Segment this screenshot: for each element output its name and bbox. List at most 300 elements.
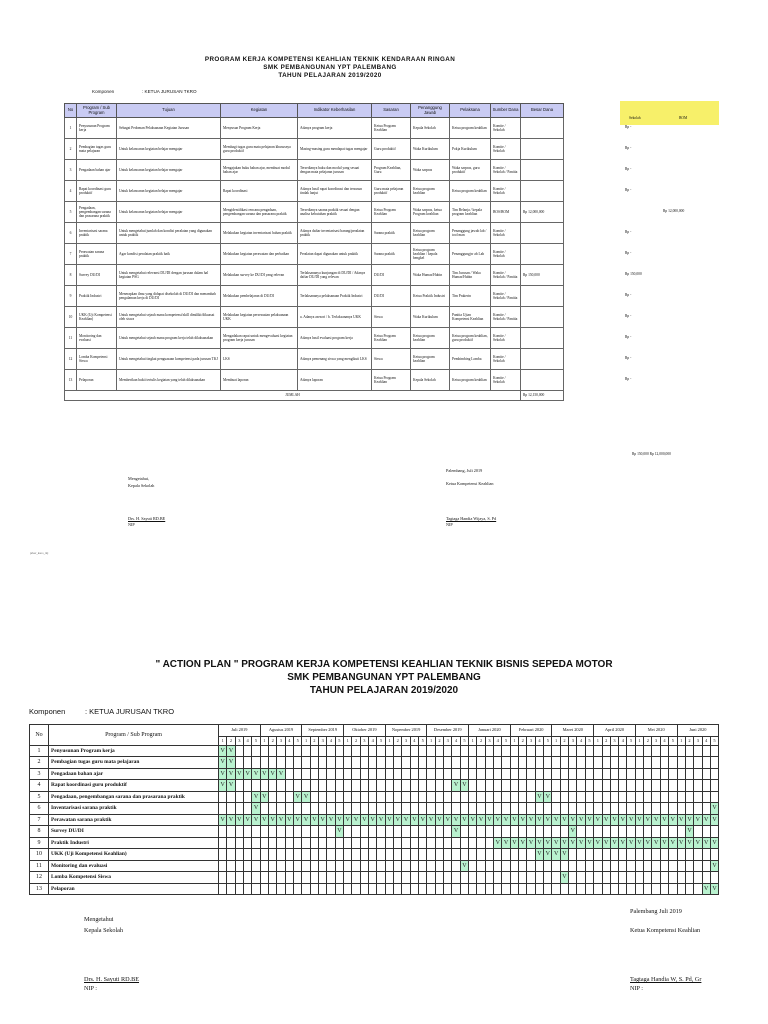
week-cell xyxy=(552,826,560,838)
activity-name: Pengadaan, pengembangan sarana dan prasarana praktik xyxy=(49,791,219,803)
table-cell: 10 xyxy=(65,307,77,328)
week-cell xyxy=(644,826,652,838)
table-cell: Ketua Program Keahlian xyxy=(372,202,411,223)
week-header: 5 xyxy=(252,736,260,745)
doc1-sign-right-3: Tagtaga Handia Wijaya, S. Pd xyxy=(446,516,497,521)
total-label: JUMLAH xyxy=(65,391,521,401)
week-cell xyxy=(344,757,352,769)
week-cell xyxy=(669,791,677,803)
week-cell xyxy=(277,883,285,895)
table-cell xyxy=(521,118,564,139)
week-cell: V xyxy=(710,803,718,815)
week-cell xyxy=(594,849,602,861)
week-cell xyxy=(702,757,710,769)
week-cell xyxy=(610,768,618,780)
week-cell xyxy=(652,745,660,757)
week-cell xyxy=(644,803,652,815)
week-cell xyxy=(469,768,477,780)
week-header: 3 xyxy=(402,736,410,745)
week-cell: V xyxy=(619,814,627,826)
table-row xyxy=(65,202,564,223)
week-cell xyxy=(360,803,368,815)
week-cell xyxy=(702,849,710,861)
table-cell: Untuk mengetahui relevansi DU/DI dengan jurusan dalam hal kegiatan PSG xyxy=(117,265,221,286)
week-cell xyxy=(702,826,710,838)
week-cell xyxy=(552,768,560,780)
week-cell xyxy=(385,849,393,861)
week-cell xyxy=(569,780,577,792)
week-cell: V xyxy=(644,814,652,826)
week-cell xyxy=(277,872,285,884)
month-header: Mei 2020 xyxy=(635,725,677,737)
week-cell xyxy=(685,872,693,884)
week-cell xyxy=(660,768,668,780)
week-cell xyxy=(702,803,710,815)
week-cell xyxy=(352,780,360,792)
activity-no: 3 xyxy=(30,768,49,780)
week-cell xyxy=(577,860,585,872)
week-cell xyxy=(369,872,377,884)
week-cell xyxy=(694,791,702,803)
week-cell: V xyxy=(510,837,518,849)
week-cell: V xyxy=(502,814,510,826)
week-cell xyxy=(269,872,277,884)
month-header-row xyxy=(30,725,719,737)
week-cell xyxy=(535,803,543,815)
week-cell xyxy=(319,768,327,780)
table-cell: Waka Kurikulum xyxy=(411,139,450,160)
week-cell xyxy=(277,860,285,872)
week-cell xyxy=(310,791,318,803)
table-cell: UKK (Uji Kompetensi Keahlian) xyxy=(77,307,117,328)
table-cell: Ketua program keahlian xyxy=(411,181,450,202)
week-header: 4 xyxy=(577,736,585,745)
week-cell: V xyxy=(685,814,693,826)
week-header: 5 xyxy=(377,736,385,745)
week-cell: V xyxy=(694,837,702,849)
activity-no: 10 xyxy=(30,849,49,861)
week-cell xyxy=(352,872,360,884)
week-cell: V xyxy=(444,814,452,826)
doc2-komponen-label: Komponen xyxy=(29,707,66,716)
week-header: 1 xyxy=(469,736,477,745)
week-header: 2 xyxy=(435,736,443,745)
week-cell xyxy=(502,826,510,838)
week-cell xyxy=(594,803,602,815)
table-cell: Pelaporan xyxy=(77,370,117,391)
week-header: 3 xyxy=(652,736,660,745)
week-cell xyxy=(427,757,435,769)
table-cell: Melakukan kegiatan perawatan dan perbaikan xyxy=(221,244,298,265)
week-cell xyxy=(385,745,393,757)
week-cell: V xyxy=(419,814,427,826)
week-cell xyxy=(419,883,427,895)
table-cell: Agar kondisi peralatan praktik baik xyxy=(117,244,221,265)
activity-no: 11 xyxy=(30,860,49,872)
doc1-sign-right-4: NIP xyxy=(446,522,453,527)
table-cell: DU/DI xyxy=(372,286,411,307)
week-header: 5 xyxy=(335,736,343,745)
week-cell xyxy=(285,860,293,872)
week-cell xyxy=(377,780,385,792)
week-cell xyxy=(519,872,527,884)
week-cell xyxy=(560,860,568,872)
week-cell xyxy=(285,849,293,861)
table-cell: Praktik Industri xyxy=(77,286,117,307)
week-cell xyxy=(243,791,251,803)
week-cell xyxy=(627,768,635,780)
week-cell xyxy=(310,780,318,792)
week-cell xyxy=(377,883,385,895)
week-cell xyxy=(710,768,718,780)
week-cell xyxy=(235,837,243,849)
week-cell xyxy=(544,745,552,757)
week-cell xyxy=(694,768,702,780)
week-cell xyxy=(577,826,585,838)
week-cell xyxy=(377,757,385,769)
week-header: 4 xyxy=(702,736,710,745)
week-cell xyxy=(660,872,668,884)
side-value: Rp - xyxy=(625,314,632,318)
week-cell: V xyxy=(685,826,693,838)
week-cell xyxy=(319,757,327,769)
week-cell xyxy=(302,872,310,884)
week-cell xyxy=(460,745,468,757)
table-cell: Rapat koordinasi guru produktif xyxy=(77,181,117,202)
week-cell xyxy=(394,872,402,884)
table-cell: Tim Prakerin xyxy=(450,286,491,307)
week-cell xyxy=(252,757,260,769)
table-row xyxy=(65,370,564,391)
week-cell xyxy=(644,780,652,792)
week-cell: V xyxy=(227,780,235,792)
week-cell xyxy=(627,745,635,757)
table-row xyxy=(65,118,564,139)
week-cell xyxy=(235,745,243,757)
week-cell xyxy=(319,780,327,792)
week-header: 4 xyxy=(243,736,251,745)
week-cell xyxy=(694,826,702,838)
week-cell xyxy=(452,745,460,757)
week-cell xyxy=(685,849,693,861)
week-cell xyxy=(569,791,577,803)
table-cell: 7 xyxy=(65,244,77,265)
week-cell xyxy=(435,757,443,769)
table-cell: Melakukan survey ke DU/DI yang relevan xyxy=(221,265,298,286)
table-cell: Ketua program keahlian xyxy=(411,223,450,244)
table-cell: 8 xyxy=(65,265,77,286)
week-cell xyxy=(702,860,710,872)
week-cell: V xyxy=(602,814,610,826)
week-cell xyxy=(644,757,652,769)
week-cell xyxy=(677,757,685,769)
week-cell xyxy=(435,849,443,861)
doc1-sign-right-2: Ketua Kompetensi Keahlian xyxy=(446,481,494,486)
week-cell: V xyxy=(527,837,535,849)
week-cell xyxy=(702,768,710,780)
week-cell xyxy=(335,745,343,757)
activity-row xyxy=(30,837,719,849)
table-cell: Komite / Sekolah xyxy=(491,223,521,244)
week-cell xyxy=(294,803,302,815)
week-cell xyxy=(544,780,552,792)
week-cell xyxy=(494,757,502,769)
week-cell xyxy=(569,803,577,815)
table-cell: Ketua program keahlian xyxy=(450,118,491,139)
week-cell xyxy=(460,883,468,895)
week-cell xyxy=(294,780,302,792)
week-cell xyxy=(494,791,502,803)
week-cell xyxy=(602,780,610,792)
week-cell xyxy=(569,872,577,884)
week-cell xyxy=(310,768,318,780)
week-cell xyxy=(602,849,610,861)
week-cell xyxy=(243,860,251,872)
action-plan-table xyxy=(29,724,719,895)
week-cell: V xyxy=(460,780,468,792)
week-cell xyxy=(602,745,610,757)
side-header-box xyxy=(620,101,719,125)
table-cell xyxy=(521,181,564,202)
week-cell xyxy=(377,791,385,803)
week-cell: V xyxy=(310,814,318,826)
week-cell: V xyxy=(219,757,227,769)
week-cell xyxy=(335,780,343,792)
week-cell xyxy=(669,757,677,769)
side-value: Rp - xyxy=(625,146,632,150)
week-cell xyxy=(227,883,235,895)
week-cell: V xyxy=(485,814,493,826)
week-header: 2 xyxy=(477,736,485,745)
week-cell: V xyxy=(319,814,327,826)
week-cell xyxy=(402,757,410,769)
week-cell xyxy=(477,757,485,769)
week-cell xyxy=(585,768,593,780)
week-cell xyxy=(527,791,535,803)
week-cell xyxy=(594,780,602,792)
week-cell xyxy=(410,826,418,838)
week-cell: V xyxy=(569,814,577,826)
week-cell xyxy=(535,860,543,872)
activity-row xyxy=(30,803,719,815)
week-cell xyxy=(277,837,285,849)
week-cell xyxy=(260,826,268,838)
table-cell: Komite / Sekolah xyxy=(491,118,521,139)
table-cell: Melakukan kegiatan inventarisasi bahan praktik xyxy=(221,223,298,244)
week-cell: V xyxy=(252,803,260,815)
week-cell xyxy=(410,757,418,769)
week-cell xyxy=(535,826,543,838)
week-cell: V xyxy=(494,837,502,849)
week-cell xyxy=(477,791,485,803)
table-cell: 9 xyxy=(65,286,77,307)
week-cell xyxy=(519,757,527,769)
week-cell xyxy=(677,745,685,757)
month-header: Agustus 2019 xyxy=(260,725,302,737)
week-cell xyxy=(469,849,477,861)
table-row xyxy=(65,160,564,181)
doc2-sign-left-4: NIP : xyxy=(84,985,98,992)
week-header: 1 xyxy=(677,736,685,745)
table-cell: Monitoring dan evaluasi xyxy=(77,328,117,349)
week-cell xyxy=(519,803,527,815)
week-cell xyxy=(685,883,693,895)
week-cell xyxy=(627,757,635,769)
week-cell xyxy=(344,837,352,849)
week-cell xyxy=(502,883,510,895)
week-cell xyxy=(427,768,435,780)
table-cell: Masing-masing guru mendapat tugas mengajar xyxy=(298,139,372,160)
week-cell xyxy=(494,768,502,780)
header-cell: No xyxy=(65,104,77,118)
week-cell: V xyxy=(544,814,552,826)
week-cell xyxy=(219,872,227,884)
week-cell xyxy=(285,780,293,792)
week-cell xyxy=(269,791,277,803)
week-cell xyxy=(644,745,652,757)
week-cell: V xyxy=(277,768,285,780)
week-cell: V xyxy=(619,837,627,849)
week-header: 1 xyxy=(344,736,352,745)
week-cell xyxy=(610,826,618,838)
week-cell xyxy=(619,745,627,757)
week-cell xyxy=(569,849,577,861)
week-cell xyxy=(310,860,318,872)
week-cell xyxy=(544,757,552,769)
week-cell xyxy=(435,803,443,815)
table-cell xyxy=(521,328,564,349)
week-cell xyxy=(369,883,377,895)
activity-row xyxy=(30,745,719,757)
week-header: 2 xyxy=(269,736,277,745)
week-cell xyxy=(369,791,377,803)
week-cell xyxy=(635,849,643,861)
week-cell xyxy=(527,883,535,895)
week-cell xyxy=(502,791,510,803)
week-cell xyxy=(544,872,552,884)
week-cell xyxy=(585,791,593,803)
header-cell: Indikator Keberhasilan xyxy=(298,104,372,118)
week-cell xyxy=(635,780,643,792)
activity-name: Pengadaan bahan ajar xyxy=(49,768,219,780)
week-cell xyxy=(402,791,410,803)
week-cell xyxy=(577,768,585,780)
table-cell: Melakukan kegiatan persesuaian pelaksanaan UKK xyxy=(221,307,298,328)
week-cell xyxy=(402,745,410,757)
week-cell xyxy=(710,872,718,884)
week-cell: V xyxy=(219,780,227,792)
table-cell: Membagi tugas guru mata pelajaran khususnya guru produktif xyxy=(221,139,298,160)
week-header: 1 xyxy=(302,736,310,745)
week-cell xyxy=(460,757,468,769)
month-header: Juni 2020 xyxy=(677,725,719,737)
week-cell: V xyxy=(527,814,535,826)
week-cell xyxy=(619,757,627,769)
week-cell xyxy=(227,860,235,872)
week-cell xyxy=(419,826,427,838)
week-cell xyxy=(635,791,643,803)
week-cell xyxy=(585,803,593,815)
table-cell: Komite / Sekolah / Panitia xyxy=(491,307,521,328)
week-cell: V xyxy=(344,814,352,826)
week-cell xyxy=(419,860,427,872)
week-cell xyxy=(385,860,393,872)
doc1-komponen-value: : KETUA JURUSAN TKRO xyxy=(142,89,197,94)
week-cell xyxy=(444,745,452,757)
week-cell xyxy=(360,872,368,884)
week-cell xyxy=(227,826,235,838)
week-cell xyxy=(669,745,677,757)
week-cell xyxy=(302,837,310,849)
table-cell: Perawatan sarana praktik xyxy=(77,244,117,265)
month-header: Juli 2019 xyxy=(219,725,261,737)
week-cell: V xyxy=(277,814,285,826)
week-header: 4 xyxy=(452,736,460,745)
activity-name: Monitoring dan evaluasi xyxy=(49,860,219,872)
week-cell: V xyxy=(294,791,302,803)
table-cell: Komite / Sekolah xyxy=(491,181,521,202)
table-cell: Waka sarpras, ketua Program keahlian xyxy=(411,202,450,223)
table-cell: Untuk mengetahui sejauh mana kompetensi/skill dimiliki/dikuasai oleh siswa xyxy=(117,307,221,328)
week-cell xyxy=(585,780,593,792)
table-cell: Komite / Sekolah xyxy=(491,244,521,265)
table-cell xyxy=(521,244,564,265)
week-cell xyxy=(677,803,685,815)
week-cell xyxy=(685,757,693,769)
week-header: 1 xyxy=(385,736,393,745)
week-cell xyxy=(427,872,435,884)
week-cell: V xyxy=(219,745,227,757)
week-cell xyxy=(360,780,368,792)
week-cell xyxy=(660,757,668,769)
week-cell xyxy=(560,745,568,757)
week-cell xyxy=(344,768,352,780)
week-cell xyxy=(619,768,627,780)
side-header-sekolah: Sekolah xyxy=(629,116,641,120)
week-cell: V xyxy=(410,814,418,826)
week-cell xyxy=(269,745,277,757)
week-cell xyxy=(519,826,527,838)
doc2-sign-left-2: Kepala Sekolah xyxy=(84,927,124,934)
table-cell: Kepala Sekolah xyxy=(411,118,450,139)
week-header: 4 xyxy=(369,736,377,745)
week-cell: V xyxy=(269,814,277,826)
table-cell: Komite / Sekolah xyxy=(491,328,521,349)
week-cell xyxy=(427,803,435,815)
week-cell xyxy=(477,803,485,815)
week-cell xyxy=(485,745,493,757)
week-cell xyxy=(560,803,568,815)
week-cell xyxy=(327,883,335,895)
week-cell xyxy=(277,826,285,838)
week-cell xyxy=(385,872,393,884)
week-cell: V xyxy=(627,814,635,826)
week-cell xyxy=(660,791,668,803)
week-cell xyxy=(544,883,552,895)
week-cell xyxy=(469,757,477,769)
week-cell xyxy=(344,780,352,792)
week-cell xyxy=(402,826,410,838)
header-cell: Penanggung Jawab xyxy=(411,104,450,118)
week-cell xyxy=(552,860,560,872)
week-cell xyxy=(577,791,585,803)
week-cell xyxy=(610,803,618,815)
week-cell: V xyxy=(260,791,268,803)
week-cell: V xyxy=(294,814,302,826)
week-cell: V xyxy=(535,837,543,849)
week-cell xyxy=(552,883,560,895)
table-cell: Waka sarpras xyxy=(411,160,450,181)
